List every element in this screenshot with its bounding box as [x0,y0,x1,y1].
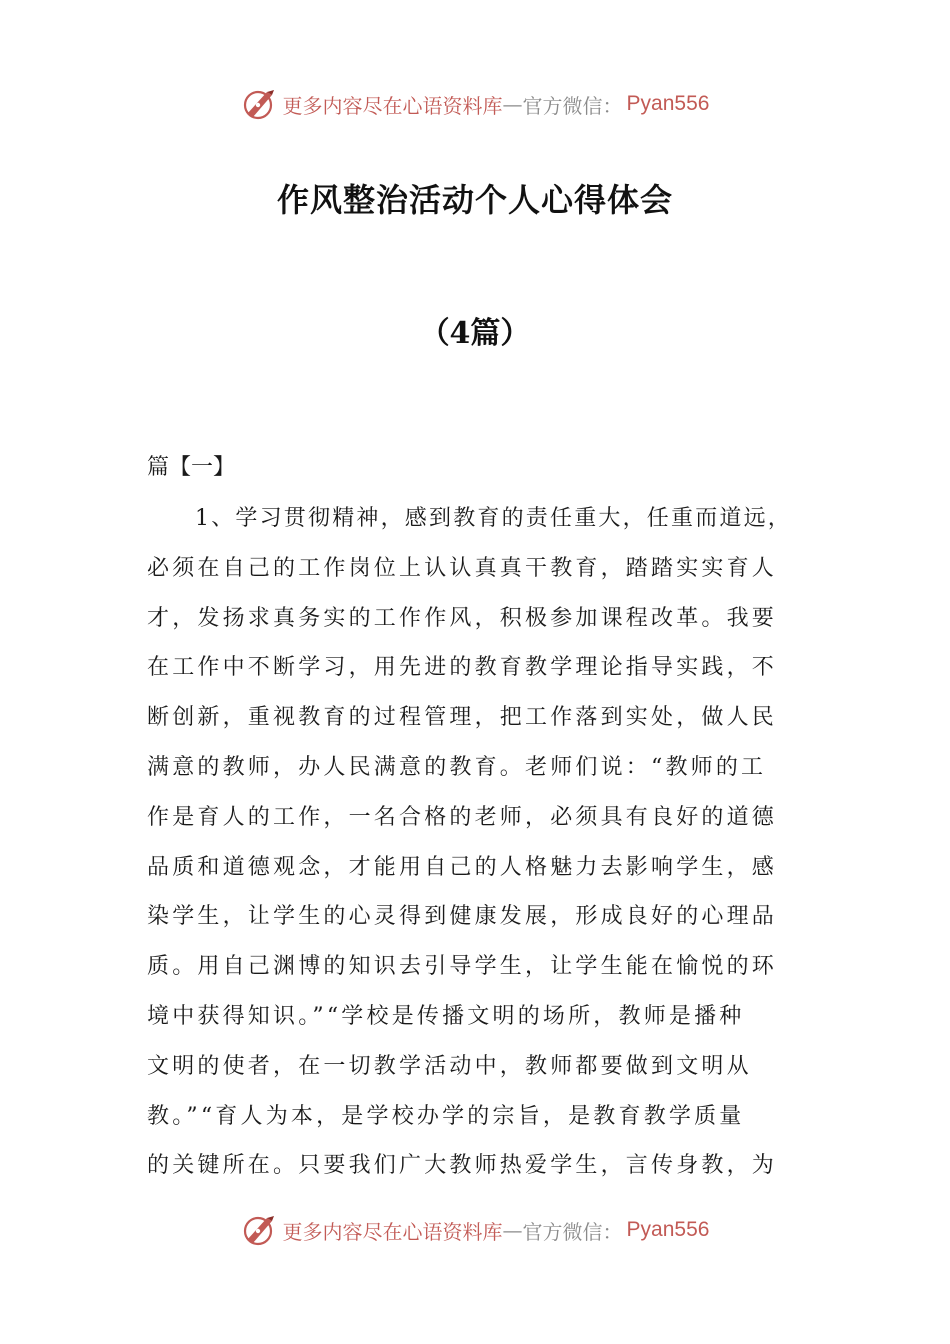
footer-watermark-banner [0,1208,950,1252]
text-line: 作是育人的工作，一名合格的老师，必须具有良好的道德 [147,804,778,830]
body-paragraph [147,494,807,1191]
text-line: 必须在自己的工作岗位上认认真真干教育，踏踏实实育人 [147,555,778,581]
document-subtitle: （4篇） [419,316,531,351]
banner-wechat-id: Pyan556 [626,92,710,115]
text-line: 的关键所在。只要我们广大教师热爱学生，言传身教，为 [147,1153,778,1179]
banner-text: 更多内容尽在心语资料库 [282,1219,503,1244]
banner-separator: — [502,1218,523,1242]
header-watermark-banner [0,82,950,126]
text-line: 品质和道德观念，才能用自己的人格魅力去影响学生，感 [147,854,778,880]
banner-separator: — [502,92,523,116]
text-line: 教。”“育人为本，是学校办学的宗旨，是教育教学质量 [147,1103,745,1129]
text-line: 染学生，让学生的心灵得到健康发展，形成良好的心理品 [147,904,778,930]
text-line: 质。用自己渊博的知识去引导学生，让学生能在愉悦的环 [147,954,778,980]
text-line: 在工作中不断学习，用先进的教育教学理论指导实践，不 [147,655,778,681]
pen-nib-circle-icon [241,1212,277,1248]
text-line: 1、学习贯彻精神，感到教育的责任重大，任重而道远， [195,506,792,531]
pen-nib-circle-icon [241,86,277,122]
text-line: 文明的使者，在一切教学活动中，教师都要做到文明从 [147,1053,752,1079]
text-line: 才，发扬求真务实的工作作风，积极参加课程改革。我要 [147,605,778,631]
text-line: 满意的教师，办人民满意的教育。老师们说：“教师的工 [147,754,767,780]
text-line: 境中获得知识。”“学校是传播文明的场所，教师是播种 [147,1003,745,1029]
section-heading: 篇【一】 [147,455,236,480]
text-line: 断创新，重视教育的过程管理，把工作落到实处，做人民 [147,705,778,731]
banner-wechat-label: 官方微信： [522,93,623,118]
document-title: 作风整治活动个人心得体会 [276,181,673,219]
banner-wechat-id: Pyan556 [626,1218,710,1241]
banner-text: 更多内容尽在心语资料库 [282,93,503,118]
banner-wechat-label: 官方微信： [522,1219,623,1244]
